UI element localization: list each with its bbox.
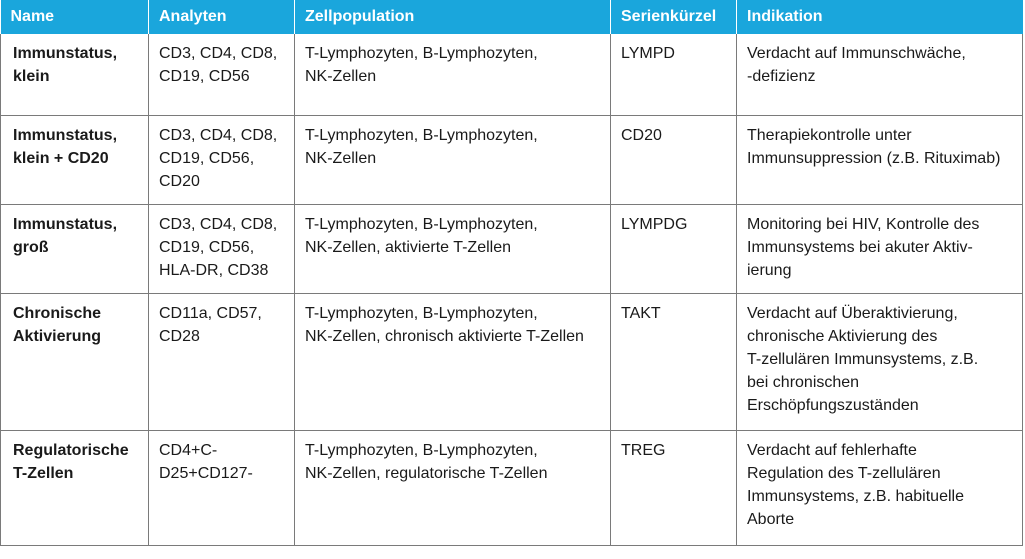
cell-line: Immunstatus, — [13, 216, 118, 233]
cell-line: -defizienz — [747, 68, 816, 85]
cell-analyten — [149, 205, 295, 294]
cell-line: T-Lymphozyten, B-Lymphozyten, — [305, 127, 538, 144]
cell-line: NK-Zellen — [305, 150, 377, 167]
cell-line: T-Zellen — [13, 465, 74, 482]
cell-line: Regulatorische — [13, 442, 129, 459]
table-row — [1, 34, 1023, 116]
cell-analyten — [149, 34, 295, 116]
cell-zellpopulation — [295, 205, 611, 294]
table-row — [1, 205, 1023, 294]
cell-line: Erschöpfungszuständen — [747, 397, 919, 414]
cell-analyten — [149, 431, 295, 546]
cell-line: NK-Zellen, regulatorische T-Zellen — [305, 465, 548, 482]
cell-indikation — [737, 431, 1023, 546]
cell-line: NK-Zellen — [305, 68, 377, 85]
cell-indikation — [737, 294, 1023, 431]
cell-name — [1, 205, 149, 294]
cell-line: ierung — [747, 262, 792, 279]
table-body — [1, 34, 1023, 546]
cell-line: CD19, CD56 — [159, 68, 250, 85]
cell-analyten — [149, 294, 295, 431]
cell-line: Chronische — [13, 305, 102, 322]
cell-line: HLA-DR, CD38 — [159, 262, 269, 279]
cell-indikation — [737, 205, 1023, 294]
cell-line: Aborte — [747, 511, 795, 528]
table-header — [1, 0, 1023, 34]
cell-line: Monitoring bei HIV, Kontrolle des — [747, 216, 980, 233]
cell-name — [1, 431, 149, 546]
cell-zellpopulation — [295, 431, 611, 546]
cell-line: CD19, CD56, — [159, 150, 255, 167]
cell-serienkuerzel: CD20 — [611, 116, 737, 205]
cell-line: Therapiekontrolle unter — [747, 127, 912, 144]
cell-line: Verdacht auf fehlerhafte — [747, 442, 917, 459]
cell-zellpopulation — [295, 34, 611, 116]
table-row — [1, 294, 1023, 431]
cell-line: CD20 — [159, 173, 200, 190]
cell-line: D25+CD127- — [159, 465, 253, 482]
cell-serienkuerzel: LYMPDG — [611, 205, 737, 294]
cell-line: CD3, CD4, CD8, — [159, 45, 278, 62]
table-row — [1, 116, 1023, 205]
cell-zellpopulation — [295, 116, 611, 205]
cell-line: CD3, CD4, CD8, — [159, 127, 278, 144]
cell-line: chronische Aktivierung des — [747, 328, 938, 345]
cell-line: klein — [13, 68, 50, 85]
cell-line: bei chronischen — [747, 374, 860, 391]
cell-line: CD19, CD56, — [159, 239, 255, 256]
cell-line: T-Lymphozyten, B-Lymphozyten, — [305, 442, 538, 459]
cell-line: CD28 — [159, 328, 200, 345]
cell-serienkuerzel: TAKT — [611, 294, 737, 431]
cell-line: CD3, CD4, CD8, — [159, 216, 278, 233]
cell-line: Immunsystems, z.B. habituelle — [747, 488, 964, 505]
cell-line: NK-Zellen, aktivierte T-Zellen — [305, 239, 511, 256]
cell-name — [1, 34, 149, 116]
cell-serienkuerzel: LYMPD — [611, 34, 737, 116]
cell-line: T-Lymphozyten, B-Lymphozyten, — [305, 45, 538, 62]
header-zellpopulation: Zellpopulation — [295, 0, 611, 34]
cell-line: CD11a, CD57, — [159, 305, 262, 322]
header-indikation: Indikation — [737, 0, 1023, 34]
cell-line: Immunstatus, — [13, 45, 118, 62]
cell-line: Aktivierung — [13, 328, 102, 345]
cell-line: T-Lymphozyten, B-Lymphozyten, — [305, 216, 538, 233]
cell-line: CD4+C- — [159, 442, 218, 459]
cell-zellpopulation — [295, 294, 611, 431]
header-serienkuerzel: Serienkürzel — [611, 0, 737, 34]
cell-line: T-Lymphozyten, B-Lymphozyten, — [305, 305, 538, 322]
cell-line: Immunsuppression (z.B. Rituximab) — [747, 150, 1001, 167]
cell-line: NK-Zellen, chronisch aktivierte T-Zellen — [305, 328, 584, 345]
cell-line: T-zellulären Immunsystems, z.B. — [747, 351, 979, 368]
cell-line: groß — [13, 239, 49, 256]
cell-serienkuerzel: TREG — [611, 431, 737, 546]
cell-indikation — [737, 116, 1023, 205]
cell-line: Verdacht auf Überaktivierung, — [747, 305, 958, 322]
cell-analyten — [149, 116, 295, 205]
cell-line: Immunstatus, — [13, 127, 118, 144]
header-analyten: Analyten — [149, 0, 295, 34]
cell-indikation — [737, 34, 1023, 116]
cell-name — [1, 116, 149, 205]
cell-line: Verdacht auf Immunschwäche, — [747, 45, 966, 62]
header-row — [1, 0, 1023, 34]
cell-name — [1, 294, 149, 431]
cell-line: klein + CD20 — [13, 150, 109, 167]
cell-line: Regulation des T-zellulären — [747, 465, 941, 482]
table-row — [1, 431, 1023, 546]
header-name: Name — [1, 0, 149, 34]
cell-line: Immunsystems bei akuter Aktiv- — [747, 239, 973, 256]
